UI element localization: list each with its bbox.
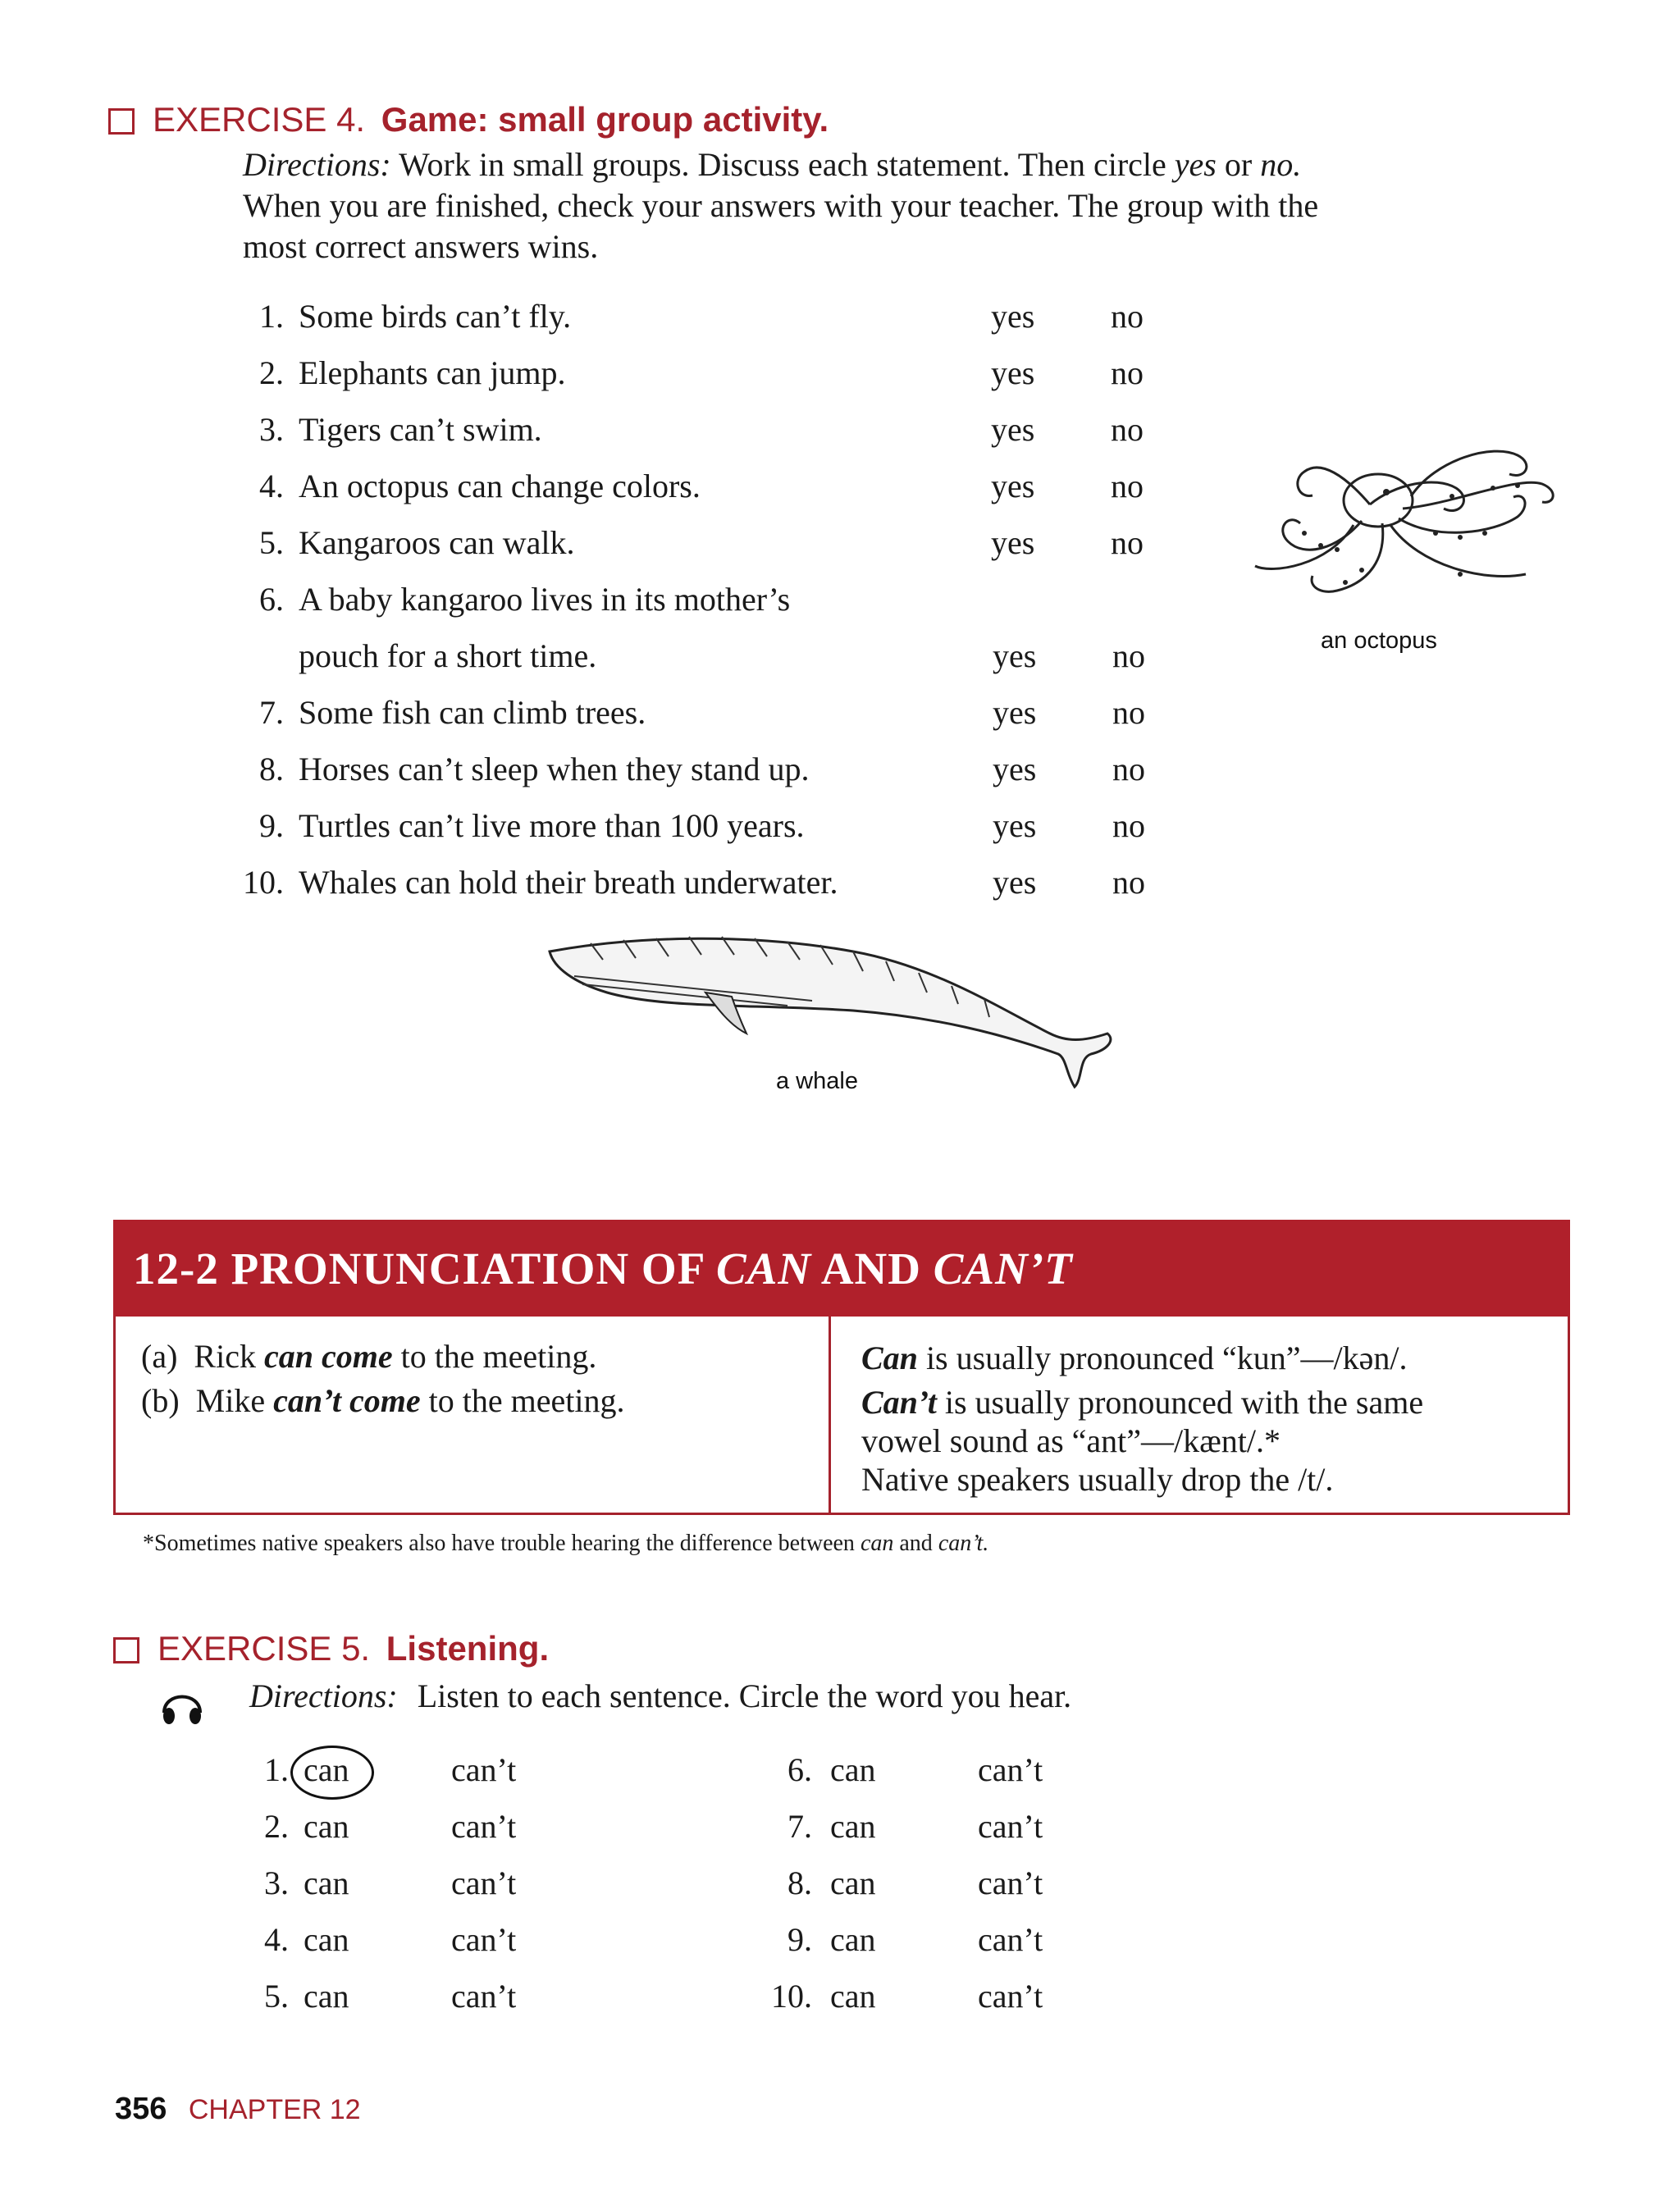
example-a-bold: can come [263,1338,393,1375]
no-option[interactable]: no [1111,411,1144,448]
yes-option[interactable]: yes [993,807,1037,844]
statement-number: 3. [259,411,284,448]
exercise-4-label: EXERCISE 4. [153,100,366,139]
statement-number: 4. [259,468,284,504]
note-can-rest: is usually pronounced “kun”—/kən/. [917,1339,1408,1376]
statement-text: A baby kangaroo lives in its mother’s [299,581,791,618]
cant-option[interactable]: can’t [978,1921,1043,1958]
directions-or: or [1224,146,1253,183]
can-option[interactable]: can [830,1864,876,1901]
item-number: 4. [264,1921,289,1958]
footnote-cant: can’t. [938,1531,989,1556]
statement-text: Some birds can’t fly. [299,298,572,335]
can-option[interactable]: can [830,1921,876,1958]
page-number: 356 [115,2092,167,2126]
example-b-pre: Mike [195,1382,274,1419]
page-footer [115,2092,361,2127]
octopus-illustration [1247,427,1575,615]
can-option[interactable]: can [830,1808,876,1845]
yes-option[interactable]: yes [993,864,1037,901]
cant-option[interactable]: can’t [978,1978,1043,2015]
statement-number: 5. [259,524,284,561]
no-option[interactable]: no [1112,751,1145,787]
statement-number: 10. [243,864,284,901]
example-b-label: (b) [141,1382,180,1419]
chart-title-mid: AND [811,1244,934,1294]
note-can [861,1339,1407,1377]
item-number: 9. [788,1921,812,1958]
statement-number: 8. [259,751,284,787]
exercise-4-checkbox[interactable] [108,108,135,135]
statement-text: Elephants can jump. [299,354,566,391]
no-option[interactable]: no [1112,637,1145,674]
no-option[interactable]: no [1112,807,1145,844]
example-a-pre: Rick [194,1338,264,1375]
item-number: 6. [788,1751,812,1788]
can-option[interactable]: can [304,1864,349,1901]
chart-title-can: CAN [716,1244,812,1294]
chart-title [133,1243,1073,1294]
statement-text: Turtles can’t live more than 100 years. [299,807,805,844]
example-a-post: to the meeting. [392,1338,597,1375]
exercise-4-heading: Game: small group activity. [381,100,829,139]
yes-option[interactable]: yes [991,354,1035,391]
exercise-5-heading: Listening. [386,1629,550,1668]
exercise-5-checkbox[interactable] [113,1637,139,1663]
can-option[interactable]: can [304,1751,349,1788]
can-option[interactable]: can [830,1751,876,1788]
statement-text: An octopus can change colors. [299,468,701,504]
statement-text: Kangaroos can walk. [299,524,575,561]
cant-option[interactable]: can’t [451,1921,517,1958]
can-option[interactable]: can [304,1978,349,2015]
statement-text: Tigers can’t swim. [299,411,542,448]
note-cant-rest: is usually pronounced with the same [936,1384,1424,1421]
cant-option[interactable]: can’t [978,1864,1043,1901]
footnote [143,1531,988,1557]
directions-yes: yes [1174,146,1217,183]
item-number: 5. [264,1978,289,2015]
statement-number: 9. [259,807,284,844]
footnote-and: and [893,1531,938,1556]
exercise-5-directions-text: Listen to each sentence. Circle the word you hear. [417,1677,1072,1714]
exercise-5-title [158,1629,549,1668]
statement-number: 1. [259,298,284,335]
directions-label: Directions: [243,146,391,183]
no-option[interactable]: no [1112,864,1145,901]
item-number: 7. [788,1808,812,1845]
item-number: 3. [264,1864,289,1901]
exercise-4-directions [243,144,1522,267]
example-b [141,1381,624,1420]
note-line-3: vowel sound as “ant”—/kænt/.* [861,1422,1281,1459]
whale-caption: a whale [776,1068,858,1094]
yes-option[interactable]: yes [991,468,1035,504]
statement-number: 6. [259,581,284,618]
no-option[interactable]: no [1111,354,1144,391]
note-cant-bold: Can’t [861,1384,937,1421]
yes-option[interactable]: yes [991,298,1035,335]
yes-option[interactable]: yes [993,751,1037,787]
footnote-text: *Sometimes native speakers also have trouble hearing the difference between [143,1531,861,1556]
example-b-bold: can’t come [273,1382,421,1419]
statement-text: Horses can’t sleep when they stand up. [299,751,810,787]
note-cant [861,1383,1423,1422]
example-a-label: (a) [141,1338,178,1375]
exercise-4-title [153,100,829,139]
no-option[interactable]: no [1111,524,1144,561]
item-number: 2. [264,1808,289,1845]
can-option[interactable]: can [304,1921,349,1958]
cant-option[interactable]: can’t [451,1751,517,1788]
headphones-icon [158,1680,207,1729]
chart-title-prefix: 12-2 PRONUNCIATION OF [133,1244,717,1294]
item-number: 1. [264,1751,289,1788]
yes-option[interactable]: yes [991,524,1035,561]
cant-option[interactable]: can’t [451,1808,517,1845]
yes-option[interactable]: yes [991,411,1035,448]
can-option[interactable]: can [830,1978,876,2015]
chart-header [113,1220,1570,1317]
no-option[interactable]: no [1111,468,1144,504]
yes-option[interactable]: yes [993,637,1037,674]
chapter-label: CHAPTER 12 [188,2094,361,2125]
cant-option[interactable]: can’t [451,1864,517,1901]
can-option[interactable]: can [304,1808,349,1845]
directions-line-3: most correct answers wins. [243,228,599,265]
directions-no: no. [1260,146,1302,183]
directions-line-1: Work in small groups. Discuss each statement. Then circle [398,146,1166,183]
octopus-caption: an octopus [1321,628,1437,654]
statement-text: Some fish can climb trees. [299,694,646,731]
chart-title-cant: CAN’T [933,1244,1073,1294]
statement-text: pouch for a short time. [299,637,597,674]
statement-number: 7. [259,694,284,731]
cant-option[interactable]: can’t [451,1978,517,2015]
footnote-can: can [860,1531,894,1556]
no-option[interactable]: no [1112,694,1145,731]
item-number: 10. [771,1978,812,2015]
yes-option[interactable]: yes [993,694,1037,731]
statement-text: Whales can hold their breath underwater. [299,864,838,901]
cant-option[interactable]: can’t [978,1751,1043,1788]
example-a [141,1337,596,1376]
directions-line-2: When you are finished, check your answers with your teacher. The group with the [243,187,1319,224]
chart-divider [829,1317,831,1515]
item-number: 8. [788,1864,812,1901]
example-b-post: to the meeting. [420,1382,625,1419]
note-line-4: Native speakers usually drop the /t/. [861,1461,1334,1498]
exercise-5-directions-label: Directions: [249,1677,398,1714]
no-option[interactable]: no [1111,298,1144,335]
exercise-5-label: EXERCISE 5. [158,1629,371,1668]
statement-number: 2. [259,354,284,391]
cant-option[interactable]: can’t [978,1808,1043,1845]
exercise-5-directions [249,1677,1071,1715]
note-can-bold: Can [861,1339,918,1376]
